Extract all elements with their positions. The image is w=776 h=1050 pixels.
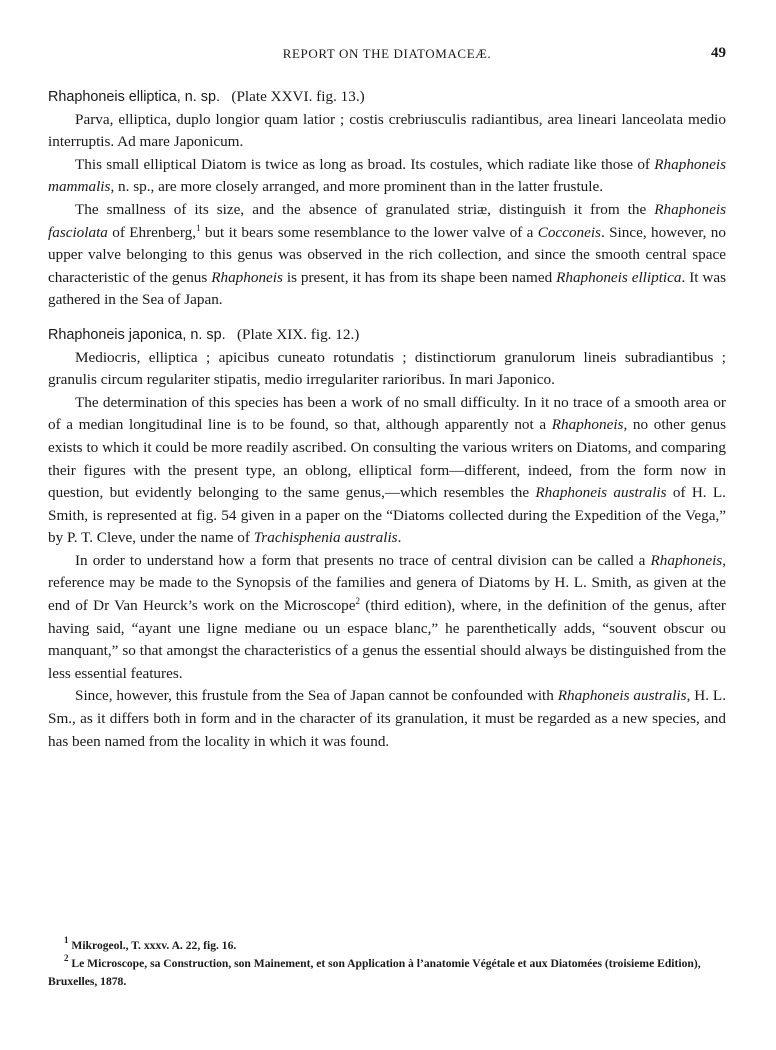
species-name: Rhaphoneis elliptica, n. sp.	[48, 89, 220, 105]
paragraph: The smallness of its size, and the absence of granulated striæ, distinguish it from the Rhaphoneis fasciolata of Ehrenberg,$^1$ but it bears some resemblance to the lower valve of a Cocconeis. Since, however, no upper valve belonging to this genus was observed in the rich collection, and since the smooth central space characteristic of the genus Rhaphoneis is present, it has from its shape been named Rhaphoneis elliptica. It was gathered in the Sea of Japan.	[48, 200, 726, 309]
latin-diagnosis: Mediocris, elliptica ; apicibus cuneato rotundatis ; distinctiorum granulorum lineis subradiantibus ; granulis circum regulariter stipatis, medio irregulariter rarioribus. In mari Japonico.	[48, 348, 726, 389]
paragraph: Since, however, this frustule from the Sea of Japan cannot be confounded with Rhaphoneis australis, H. L. Sm., as it differs both in form and in the character of its granulation, it must be regarded as a new species, and has been named from the locality in which it was found.	[48, 687, 726, 750]
footnotes	[48, 937, 726, 991]
footnote: $^1$ Mikrogeol., T. xxxv. A. 22, fig. 16.	[64, 935, 237, 952]
species-name: Rhaphoneis japonica, n. sp.	[48, 326, 226, 343]
header-title: REPORT ON THE DIATOMACEÆ.	[282, 46, 492, 61]
running-header	[48, 46, 726, 66]
footnote-ref: 1	[196, 222, 201, 233]
footnote: $^2$ Le Microscope, sa Construction, son Mainement, et son Application à l’anatomie Végétale et aux Diatomées (troisieme Edition), Bruxelles, 1878.	[48, 953, 701, 988]
plate-reference: (Plate XIX. fig. 12.)	[237, 325, 360, 343]
species-heading-elliptica	[48, 86, 726, 109]
footnote-ref: 2	[355, 596, 361, 607]
main-text	[48, 86, 726, 753]
page-number: 49	[711, 45, 726, 61]
paragraph: In order to understand how a form that presents no trace of central division can be called a Rhaphoneis, reference may be made to the Synopsis of the families and genera of Diatoms by H. L. Smith, as given at the end of Dr Van Heurck’s work on the Microscope$^2$ (third edition), where, in the definition of the genus, after having said, “ayant une ligne mediane ou un espace blanc,” he parenthetically adds, “souvent obscur ou manquant,” so that amongst the characteristics of a genus the essential should always be distinguished from the less essential features.	[48, 551, 726, 682]
latin-diagnosis: Parva, elliptica, duplo longior quam latior ; costis crebriusculis radiantibus, area lineari lanceolata medio interruptis. Ad mare Japonicum.	[48, 110, 726, 151]
species-heading-japonica	[48, 324, 726, 347]
plate-reference: (Plate XXVI. fig. 13.)	[231, 88, 365, 105]
paragraph: The determination of this species has been a work of no small difficulty. In it no trace of a smooth area or of a median longitudinal line is to be found, so that, although apparently not a Rhaphoneis, no other genus exists to which it could be more readily ascribed. On consulting the various writers on Diatoms, and comparing their figures with the present type, an oblong, elliptical form—different, indeed, from the form now in question, but evidently belonging to the same genus,—which resembles the Rhaphoneis australis of H. L. Smith, is represented at fig. 54 given in a paper on the “Diatoms collected during the Expedition of the Vega,” by P. T. Cleve, under the name of Trachisphenia australis.	[48, 393, 726, 547]
paragraph: This small elliptical Diatom is twice as long as broad. Its costules, which radiate like those of Rhaphoneis mammalis, n. sp., are more closely arranged, and more prominent than in the latter frustule.	[48, 155, 726, 196]
